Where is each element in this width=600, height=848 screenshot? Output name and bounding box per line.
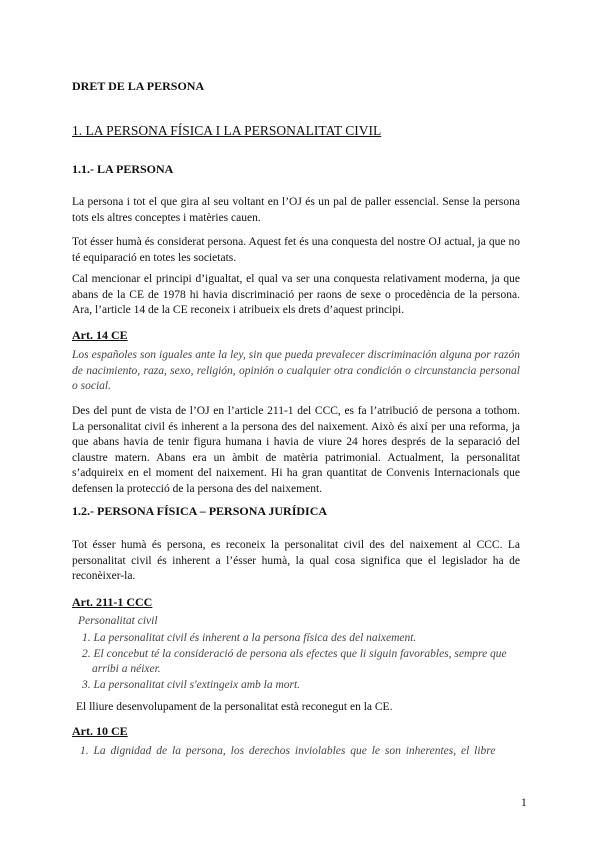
section-heading: 1. LA PERSONA FÍSICA I LA PERSONALITAT CIVIL xyxy=(72,123,382,138)
article-14-quote: Los españoles son iguales ante la ley, sin que pueda prevalecer discriminación alguna por razón de nacimiento, raza, sexo, religión, opinión o cualquier otra condición o circunstancia personal o social. xyxy=(72,349,520,392)
paragraph: Cal mencionar el principi d’igualtat, el qual va ser una conquesta relativament moderna, ja que abans de la CE de 1978 hi havia discriminació per raons de sexe o procedència de la persona. Ara, l’article 14 de la CE reconeix i atribueix els drets d’aquest principi. xyxy=(72,273,520,316)
article-211-1-title: Art. 211-1 CCC xyxy=(72,595,153,609)
paragraph: La persona i tot el que gira al seu voltant en l’OJ és un pal de paller essencial. Sense la persona tots els altres conceptes i matèries cauen. xyxy=(72,196,520,224)
article-10-title: Art. 10 CE xyxy=(72,724,128,738)
list-item: 2. El concebut té la consideració de persona als efectes que li siguin favorables, sempre que arribi a néixer. xyxy=(82,647,507,675)
article-211-1-subtitle: Personalitat civil xyxy=(78,615,158,627)
page-number: 1 xyxy=(521,797,527,809)
paragraph: Tot ésser humà és persona, es reconeix la personalitat civil des del naixement al CCC. La personalitat civil és inherent a l’ésser humà, la qual cosa significa que el legislador ha de reconèixer-la. xyxy=(72,539,520,582)
article-211-1-list xyxy=(78,631,518,693)
paragraph: Des del punt de vista de l’OJ en l’article 211-1 del CCC, es fa l’atribució de persona a tothom. La personalitat civil és inherent a la persona des del naixement. Això és així per una reforma, ja que abans havia de tenir figura humana i havia de viure 24 hores després de la separació del claustre matern. Abans era un àmbit de matèria patrimonial. Actualment, la personalitat s’adquireix en el moment del naixement. Hi ha gran quantitat de Convenis Internacionals que defensen la protecció de la persona des del naixement. xyxy=(72,405,520,495)
document-title: DRET DE LA PERSONA xyxy=(72,79,205,93)
list-item: 3. La personalitat civil s'extingeix amb la mort. xyxy=(82,678,301,691)
article-14-title: Art. 14 CE xyxy=(72,328,128,342)
subsection-heading-persona: 1.1.- LA PERSONA xyxy=(72,162,174,176)
list-item: 1. La personalitat civil és inherent a la persona física des del naixement. xyxy=(82,632,417,644)
paragraph: Tot ésser humà és considerat persona. Aquest fet és una conquesta del nostre OJ actual, ja que no té equiparació en totes les societats. xyxy=(72,236,520,264)
paragraph: El lliure desenvolupament de la personalitat està reconegut en la CE. xyxy=(76,701,393,713)
subsection-heading-persona-fisica: 1.2.- PERSONA FÍSICA – PERSONA JURÍDICA xyxy=(72,504,328,518)
article-10-item: 1. La dignidad de la persona, los derechos inviolables que le son inherentes, el libre xyxy=(80,745,496,757)
